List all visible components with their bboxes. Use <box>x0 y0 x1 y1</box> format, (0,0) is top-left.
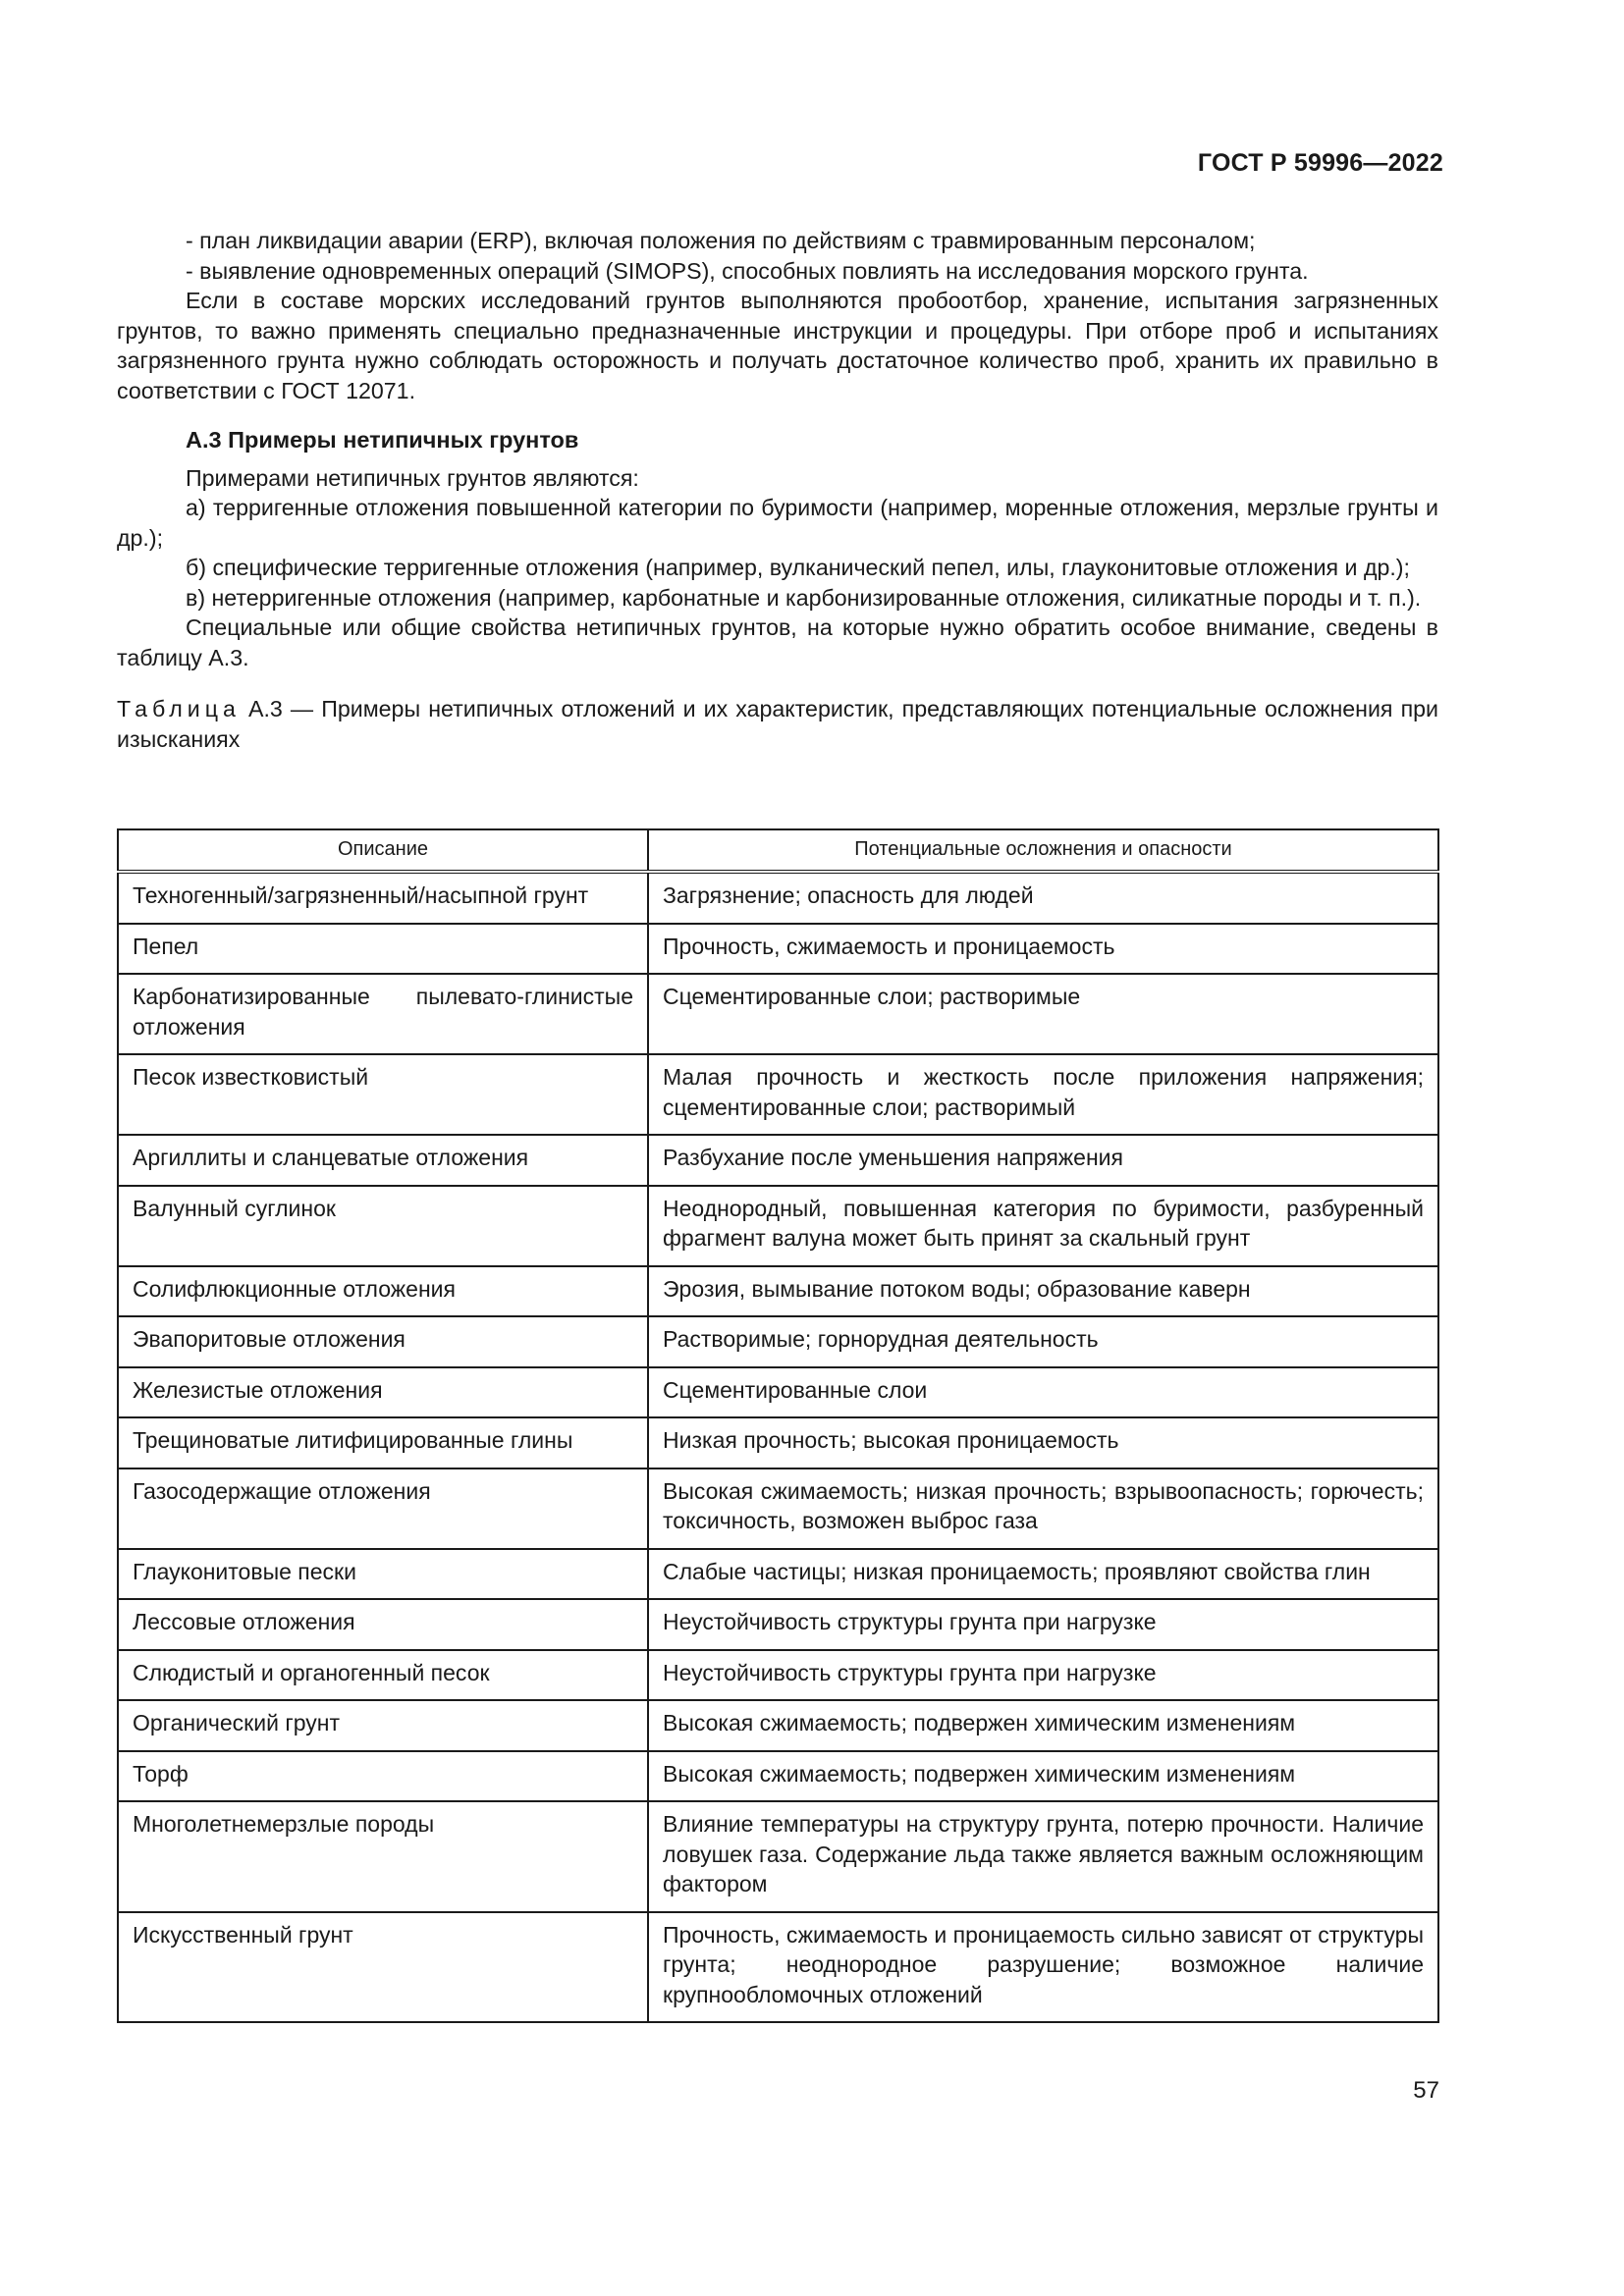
cell-hazards: Загрязнение; опасность для людей <box>648 872 1438 924</box>
cell-description: Газосодержащие отложения <box>118 1468 648 1549</box>
cell-hazards: Влияние температуры на структуру грунта, потерю прочности. Наличие ловушек газа. Содержание льда также является важным осложняющим фактором <box>648 1801 1438 1912</box>
cell-hazards: Высокая сжимаемость; подвержен химическим изменениям <box>648 1751 1438 1802</box>
table-row <box>118 974 1438 1054</box>
table-body <box>118 872 1438 2022</box>
cell-hazards: Растворимые; горнорудная деятельность <box>648 1316 1438 1367</box>
dash-item-simops: - выявление одновременных операций (SIMOPS), способных повлиять на исследования морского грунта. <box>186 257 1309 284</box>
table-row <box>118 1700 1438 1751</box>
cell-description: Аргиллиты и сланцеватые отложения <box>118 1135 648 1186</box>
cell-hazards: Эрозия, вымывание потоком воды; образование каверн <box>648 1266 1438 1317</box>
section-lead: Примерами нетипичных грунтов являются: <box>186 464 639 491</box>
section-heading: А.3 Примеры нетипичных грунтов <box>186 427 579 453</box>
list-item-a: а) терригенные отложения повышенной категории по буримости (например, моренные отложения, мерзлые грунты и др.); <box>117 495 1438 551</box>
table-row <box>118 1912 1438 2023</box>
section-closing: Специальные или общие свойства нетипичных грунтов, на которые нужно обратить особое внимание, сведены в таблицу А.3. <box>117 614 1438 670</box>
table-row <box>118 1650 1438 1701</box>
cell-hazards: Малая прочность и жесткость после приложения напряжения; сцементированные слои; растворимый <box>648 1054 1438 1135</box>
table-row <box>118 1367 1438 1418</box>
column-header-description: Описание <box>118 829 648 872</box>
cell-description: Слюдистый и органогенный песок <box>118 1650 648 1701</box>
table-row <box>118 1468 1438 1549</box>
list-item-b: б) специфические терригенные отложения (например, вулканический пепел, илы, глауконитовые отложения и др.); <box>186 555 1410 580</box>
table-row <box>118 1054 1438 1135</box>
table-caption-label: Таблица <box>117 696 241 721</box>
table-row <box>118 1135 1438 1186</box>
table-row <box>118 1599 1438 1650</box>
cell-description: Многолетнемерзлые породы <box>118 1801 648 1912</box>
cell-description: Железистые отложения <box>118 1367 648 1418</box>
cell-description: Лессовые отложения <box>118 1599 648 1650</box>
paragraph-contaminated-soils: Если в составе морских исследований грунтов выполняются пробоотбор, хранение, испытания загрязненных грунтов, то важно применять специально предназначенные инструкции и процедуры. При отборе проб и испытаниях загрязненного грунта нужно соблюдать осторожность и получать достаточное количество проб, хранить их правильно в соответствии с ГОСТ 12071. <box>117 288 1438 403</box>
cell-hazards: Сцементированные слои <box>648 1367 1438 1418</box>
cell-description: Техногенный/загрязненный/насыпной грунт <box>118 872 648 924</box>
table-header-row <box>118 829 1438 872</box>
cell-description: Солифлюкционные отложения <box>118 1266 648 1317</box>
cell-description: Песок известковистый <box>118 1054 648 1135</box>
main-text <box>117 226 1438 754</box>
cell-hazards: Высокая сжимаемость; низкая прочность; взрывоопасность; горючесть; токсичность, возможен выброс газа <box>648 1468 1438 1549</box>
table-caption-text: А.3 — Примеры нетипичных отложений и их характеристик, представляющих потенциальные осложнения при изысканиях <box>117 696 1438 752</box>
cell-description: Пепел <box>118 924 648 975</box>
cell-description: Эвапоритовые отложения <box>118 1316 648 1367</box>
cell-description: Органический грунт <box>118 1700 648 1751</box>
cell-hazards: Сцементированные слои; растворимые <box>648 974 1438 1054</box>
list-item-v: в) нетерригенные отложения (например, карбонатные и карбонизированные отложения, силикатные породы и т. п.). <box>186 584 1422 611</box>
table-row <box>118 872 1438 924</box>
table-row <box>118 1801 1438 1912</box>
cell-hazards: Прочность, сжимаемость и проницаемость сильно зависят от структуры грунта; неоднородное разрушение; возможное наличие крупнообломочных отложений <box>648 1912 1438 2023</box>
document-id: ГОСТ Р 59996—2022 <box>1197 149 1443 177</box>
table-row <box>118 1186 1438 1266</box>
column-header-hazards: Потенциальные осложнения и опасности <box>648 829 1438 872</box>
table-a3 <box>117 828 1439 2023</box>
cell-description: Трещиноватые литифицированные глины <box>118 1417 648 1468</box>
cell-hazards: Прочность, сжимаемость и проницаемость <box>648 924 1438 975</box>
cell-description: Искусственный грунт <box>118 1912 648 2023</box>
cell-hazards: Неоднородный, повышенная категория по буримости, разбуренный фрагмент валуна может быть принят за скальный грунт <box>648 1186 1438 1266</box>
table-row <box>118 1549 1438 1600</box>
table-row <box>118 1316 1438 1367</box>
table-row <box>118 924 1438 975</box>
table-row <box>118 1417 1438 1468</box>
page-number: 57 <box>1413 2077 1439 2104</box>
cell-description: Глауконитовые пески <box>118 1549 648 1600</box>
table-row <box>118 1751 1438 1802</box>
cell-description: Торф <box>118 1751 648 1802</box>
dash-item-erp: - план ликвидации аварии (ERP), включая положения по действиям с травмированным персоналом; <box>186 228 1256 253</box>
table-row <box>118 1266 1438 1317</box>
cell-description: Карбонатизированные пылевато-глинистые отложения <box>118 974 648 1054</box>
cell-hazards: Неустойчивость структуры грунта при нагрузке <box>648 1650 1438 1701</box>
cell-hazards: Высокая сжимаемость; подвержен химическим изменениям <box>648 1700 1438 1751</box>
cell-hazards: Слабые частицы; низкая проницаемость; проявляют свойства глин <box>648 1549 1438 1600</box>
cell-hazards: Низкая прочность; высокая проницаемость <box>648 1417 1438 1468</box>
cell-hazards: Неустойчивость структуры грунта при нагрузке <box>648 1599 1438 1650</box>
cell-hazards: Разбухание после уменьшения напряжения <box>648 1135 1438 1186</box>
cell-description: Валунный суглинок <box>118 1186 648 1266</box>
table-caption <box>117 694 1438 754</box>
